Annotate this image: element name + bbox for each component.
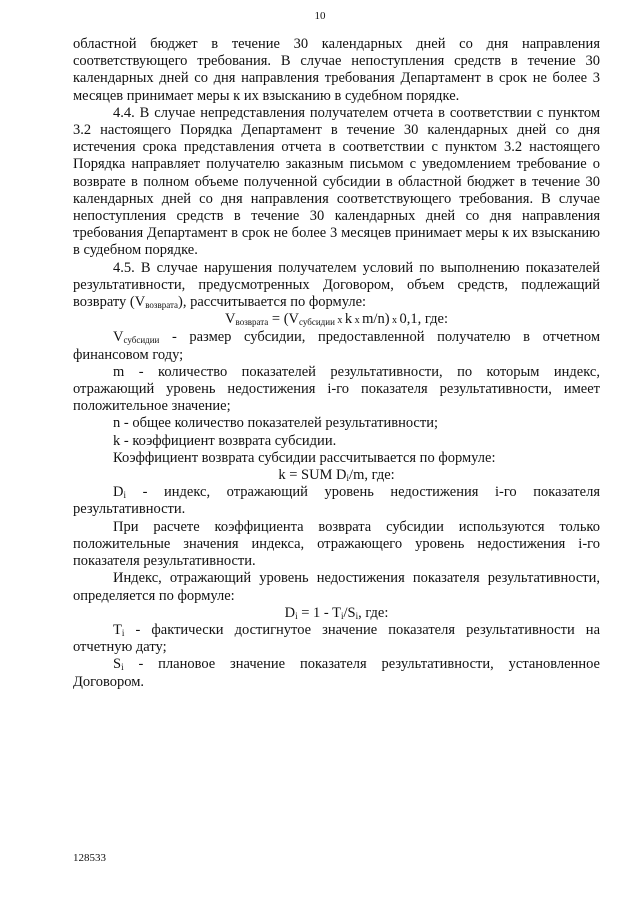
formula3-d-sub: i [295, 610, 298, 621]
formula3-t-sub: i [340, 610, 344, 621]
paragraph-4-5-subscript: возврата [145, 300, 178, 311]
formula1-v-sub: возврата [235, 317, 269, 328]
formula1-mn: m/n) [362, 311, 390, 328]
formula1-x3: x [389, 315, 400, 327]
formula-return-volume [73, 311, 600, 329]
definition-si [73, 656, 600, 690]
note-positive-values: При расчете коэффициента возврата субсидии используются только положительные значения индекса, отражающего уровень недостижения i-го показателя результативности. [73, 518, 600, 570]
k-formula-intro: Коэффициент возврата субсидии рассчитывается по формуле: [113, 449, 496, 466]
definition-di [73, 484, 600, 518]
paragraph-4-5-text: 4.5. В случае нарушения получателем условий по выполнению показателей результативности, предусмотренных Договором, объем средств, подлежащий возврату (V [73, 259, 600, 311]
formula3-tail: , где: [358, 604, 389, 621]
definition-m: m - количество показателей результативности, по которым индекс, отражающий уровень недостижения i-го показателя результативности, имеет положительное значение; [73, 363, 600, 415]
formula3-slash: /S [343, 604, 356, 621]
def-di-text: - индекс, отражающий уровень недостижения i-го показателя результативности. [73, 484, 600, 518]
paragraph-4-4: 4.4. В случае непредставления получателем отчета в соответствии с пунктом 3.2 настоящего Порядка Департамент в течение 30 календарных дней со дня истечения срока представления отчета в соответствии с пунктом 3.2 настоящего Порядка направляет получателю заказным письмом с уведомлением требование о возврате в полном объеме полученной субсидии в областной бюджет в течение 30 календарных дней со дня направления соответствующего требования. В случае непоступления средств в течение 30 календарных дней со дня направления требования Департамент в срок не более 3 месяцев принимает меры к их взысканию в судебном порядке. [73, 104, 600, 259]
formula1-subsidy-sub: субсидии [299, 317, 335, 328]
def-ti-letter: T [113, 621, 122, 638]
formula-k [73, 467, 600, 484]
paragraph-4-5 [73, 260, 600, 312]
formula1-eq: = (V [268, 311, 300, 328]
definition-k: k - коэффициент возврата субсидии. [113, 432, 337, 449]
formula3-s-sub: i [355, 610, 359, 621]
formula2-sub: i [346, 473, 350, 484]
definition-n: n - общее количество показателей результативности; [113, 415, 438, 432]
formula1-tail: 0,1, где: [399, 311, 448, 328]
def-v-sub: субсидии [123, 335, 160, 346]
def-si-letter: S [113, 656, 122, 673]
document-code: 128533 [73, 852, 106, 864]
formula3-d: D [284, 604, 296, 621]
formula1-k: k [344, 311, 353, 328]
def-ti-text: - фактически достигнутое значение показателя результативности на отчетную дату; [73, 621, 600, 656]
def-si-sub: i [121, 662, 124, 673]
formula2-post: /m, где: [349, 467, 395, 484]
document-body [73, 36, 600, 691]
def-v-text: - размер субсидии, предоставленной получателю в отчетном финансовом году; [73, 329, 600, 363]
formula2-pre: k = SUM D [278, 467, 347, 484]
paragraph-4-5-tail: ), рассчитывается по формуле: [178, 294, 367, 311]
formula1-v: V [225, 311, 236, 328]
definition-ti [73, 622, 600, 656]
formula3-mid: = 1 - T [297, 604, 341, 621]
def-v-letter: V [113, 329, 124, 346]
def-di-letter: D [113, 484, 124, 501]
index-formula-intro: Индекс, отражающий уровень недостижения показателя результативности, определяется по формуле: [73, 570, 600, 604]
def-di-sub: i [123, 490, 126, 501]
def-si-text: - плановое значение показателя результативности, установленное Договором. [73, 656, 600, 690]
def-ti-sub: i [121, 627, 125, 638]
paragraph-continuation: областной бюджет в течение 30 календарных дней со дня направления соответствующего требования. В случае непоступления средств в течение 30 календарных дней со дня направления требования Департамент в срок не более 3 месяцев принимает меры к их взысканию в судебном порядке. [73, 36, 600, 104]
formula-di [73, 605, 600, 622]
formula1-x1: x [334, 315, 345, 327]
formula1-x2: x [352, 315, 363, 327]
definition-v-subsidy [73, 329, 600, 363]
page-number: 10 [314, 10, 326, 22]
